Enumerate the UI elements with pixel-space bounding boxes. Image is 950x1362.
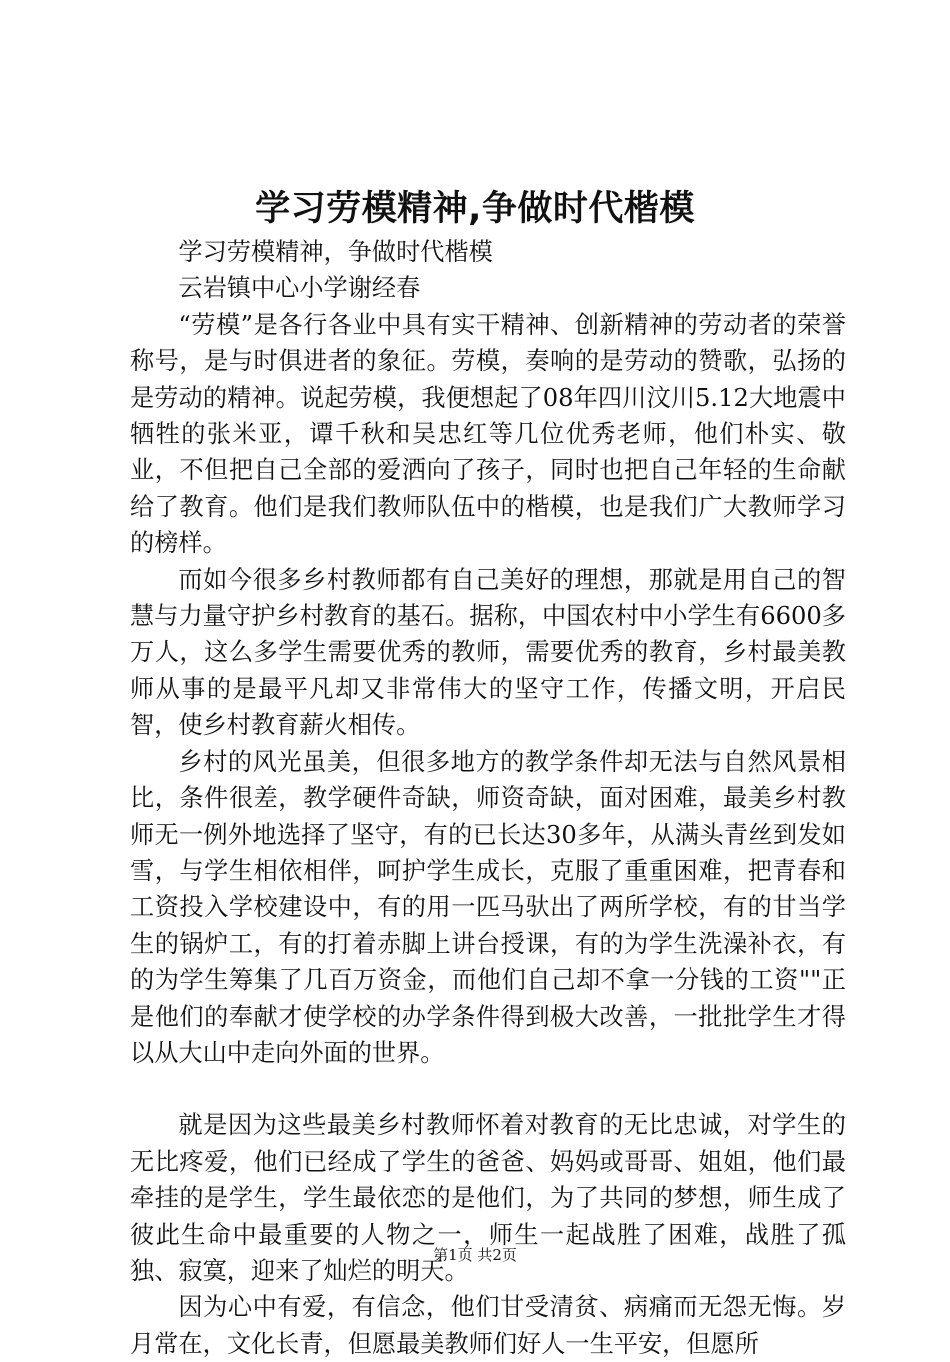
paragraph-5: 因为心中有爱，有信念，他们甘受清贫、病痛而无怨无悔。岁月常在，文化长青，但愿最美教师们好人一生平安，但愿所: [130, 1293, 846, 1358]
paragraph-1: “劳模”是各行各业中具有实干精神、创新精神的劳动者的荣誉称号，是与时俱进者的象征。劳模，奏响的是劳动的赞歌，弘扬的是劳动的精神。说起劳模，我便想起了08年四川汶川5.12大地震中牺牲的张米亚，谭千秋和吴忠红等几位优秀老师，他们朴实、敬业，不但把自己全部的爱洒向了孩子，同时也把自己年轻的生命献给了教育。他们是我们教师队伍中的楷模，也是我们广大教师学习的榜样。: [130, 310, 846, 558]
document-title: 学习劳模精神,争做时代楷模: [255, 189, 695, 229]
page-number-footer: 第1页 共2页: [433, 1246, 517, 1264]
document-body: [130, 234, 846, 1362]
author-line: 云岩镇中心小学谢经春: [178, 274, 421, 303]
paragraph-4: 就是因为这些最美乡村教师怀着对教育的无比忠诚，对学生的无比疼爱，他们已经成了学生的爸爸、妈妈或哥哥、姐姐，他们最牵挂的是学生，学生最依恋的是他们，为了共同的梦想，师生成了彼此生命中最重要的人物之一，师生一起战胜了困难，战胜了孤独、寂寞，迎来了灿烂的明天。: [130, 1111, 846, 1285]
paragraph-3: 乡村的风光虽美，但很多地方的教学条件却无法与自然风景相比，条件很差，教学硬件奇缺，师资奇缺，面对困难，最美乡村教师无一例外地选择了坚守，有的已长达30多年，从满头青丝到发如雪，与学生相依相伴，呵护学生成长，克服了重重困难，把青春和工资投入学校建设中，有的用一匹马驮出了两所学校，有的甘当学生的锅炉工，有的打着赤脚上讲台授课，有的为学生洗澡补衣，有的为学生筹集了几百万资金，而他们自己却不拿一分钱的工资""正是他们的奉献才使学校的办学条件得到极大改善，一批批学生才得以从大山中走向外面的世界。: [130, 747, 846, 1067]
paragraph-2: 而如今很多乡村教师都有自己美好的理想，那就是用自己的智慧与力量守护乡村教育的基石。据称，中国农村中小学生有6600多万人，这么多学生需要优秀的教师，需要优秀的教育，乡村最美教师从事的是最平凡却又非常伟大的坚守工作，传播文明，开启民智，使乡村教育薪火相传。: [130, 565, 846, 740]
subtitle-line: 学习劳模精神，争做时代楷模: [178, 238, 493, 266]
